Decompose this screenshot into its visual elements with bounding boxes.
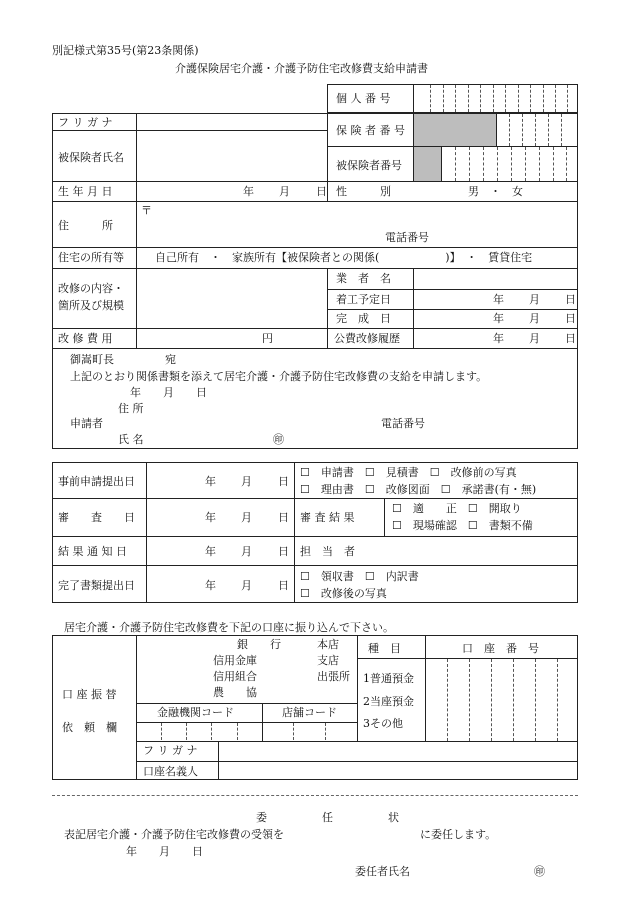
branch-type-shiten: 支店	[317, 654, 339, 667]
checklist-row-1[interactable]: ☐ 申請書 ☐ 見積書 ☐ 改修前の写真	[300, 466, 517, 479]
public-history-label: 公費改修履歴	[334, 332, 400, 345]
delegator-name-label: 委任者氏名	[355, 865, 410, 878]
yen-unit: 円	[262, 332, 273, 345]
holder-name-label: 口座名義人	[143, 765, 198, 778]
review-month-unit: 月	[241, 511, 252, 524]
ownership-label: 住宅の所有等	[58, 251, 124, 264]
postal-mark: 〒	[141, 204, 152, 217]
insurer-number-shaded	[414, 114, 496, 146]
insured-name-label: 被保険者氏名	[58, 151, 124, 164]
completion-docs-month-unit: 月	[241, 579, 252, 592]
renovation-content-label-1: 改修の内容・	[58, 282, 124, 295]
history-year-unit: 年	[493, 332, 504, 345]
completion-docs-year-unit: 年	[205, 579, 216, 592]
history-month-unit: 月	[529, 332, 540, 345]
completion-year-unit: 年	[493, 312, 504, 325]
address-field[interactable]	[137, 202, 577, 247]
delegation-date: 年 月 日	[126, 845, 203, 858]
applicant-address-label: 住 所	[118, 402, 144, 415]
insured-number-shaded	[414, 147, 441, 181]
applicant-phone-label: 電話番号	[381, 417, 425, 430]
completion-month-unit: 月	[529, 312, 540, 325]
transfer-label: 口 座 振 替	[62, 688, 117, 701]
delegation-seal: ㊞	[534, 865, 545, 878]
completion-docs-label: 完了書類提出日	[58, 579, 135, 592]
review-date-label: 審 査 日	[58, 511, 135, 524]
cost-label: 改 修 費 用	[58, 332, 113, 345]
bank-type-kumiai: 信用組合	[213, 670, 257, 683]
furigana-label: フ リ ガ ナ	[58, 116, 113, 129]
result-notice-label: 結 果 通 知 日	[58, 545, 127, 558]
personal-number-label: 個 人 番 号	[336, 92, 391, 105]
completion-check-row-1[interactable]: ☐ 領収書 ☐ 内訳書	[300, 570, 419, 583]
completion-check-row-2[interactable]: ☐ 改修後の写真	[300, 587, 387, 600]
bank-code-label: 金融機関コード	[157, 706, 234, 719]
application-statement: 上記のとおり関係書類を添えて居宅介護・介護予防住宅改修費の支給を申請します。	[70, 370, 488, 383]
history-day-unit: 日	[565, 332, 576, 345]
delegation-title: 委 任 状	[256, 811, 399, 824]
birth-year-unit: 年	[243, 185, 254, 198]
birth-month-unit: 月	[279, 185, 290, 198]
start-day-unit: 日	[565, 293, 576, 306]
address-label: 住 所	[58, 219, 113, 232]
account-type-toza[interactable]: 2当座預金	[363, 695, 414, 708]
insured-name-field[interactable]	[137, 131, 327, 181]
checklist-row-2[interactable]: ☐ 理由書 ☐ 改修図面 ☐ 承諾書(有・無)	[300, 483, 537, 496]
applicant-label: 申請者	[70, 417, 103, 430]
form-title: 介護保険居宅介護・介護予防住宅改修費支給申請書	[175, 62, 428, 75]
start-date-label: 着工予定日	[336, 293, 391, 306]
notice-year-unit: 年	[205, 545, 216, 558]
branch-type-honten: 本店	[317, 638, 339, 651]
account-type-other[interactable]: 3その他	[363, 717, 403, 730]
delegation-text-2: に委任します。	[420, 828, 497, 841]
review-year-unit: 年	[205, 511, 216, 524]
notice-month-unit: 月	[241, 545, 252, 558]
birthdate-label: 生 年 月 日	[58, 185, 113, 198]
renovation-content-label-2: 箇所及び規模	[58, 299, 124, 312]
seal-mark: ㊞	[273, 433, 284, 446]
contractor-label: 業 者 名	[336, 272, 391, 285]
person-in-charge-label: 担 当 者	[300, 545, 355, 558]
account-type-label: 種 目	[368, 642, 401, 655]
completion-day-unit: 日	[565, 312, 576, 325]
start-year-unit: 年	[493, 293, 504, 306]
form-number: 別記様式第35号(第23条関係)	[52, 44, 199, 57]
insured-number-label: 被保険者番号	[336, 159, 402, 172]
insurer-number-label: 保 険 者 番 号	[336, 124, 405, 137]
phone-label: 電話番号	[385, 231, 429, 244]
sex-options[interactable]: 男 ・ 女	[468, 185, 523, 198]
completion-docs-day-unit: 日	[278, 579, 289, 592]
delegation-text-1: 表記居宅介護・介護予防住宅改修費の受領を	[64, 828, 284, 841]
review-result-label: 審 査 結 果	[300, 511, 355, 524]
application-date: 年 月 日	[130, 386, 207, 399]
review-check-row-1[interactable]: ☐ 適 正 ☐ 開取り	[392, 502, 522, 515]
prior-month-unit: 月	[241, 475, 252, 488]
ownership-options[interactable]: 自己所有 ・ 家族所有【被保険者との関係( )】 ・ 賃貸住宅	[155, 251, 533, 264]
request-label: 依 頼 欄	[62, 721, 117, 734]
bank-intro: 居宅介護・介護予防住宅改修費を下記の口座に振り込んで下さい。	[64, 621, 394, 634]
birth-day-unit: 日	[316, 185, 327, 198]
prior-day-unit: 日	[278, 475, 289, 488]
prior-submission-label: 事前申請提出日	[58, 475, 135, 488]
completion-date-label: 完 成 日	[336, 312, 391, 325]
addressee-ate: 宛	[165, 353, 176, 366]
bank-type-ginko: 銀 行	[237, 638, 281, 651]
sex-label: 性 別	[336, 185, 391, 198]
review-check-row-2[interactable]: ☐ 現場確認 ☐ 書類不備	[392, 519, 533, 532]
notice-day-unit: 日	[278, 545, 289, 558]
bank-type-nokyo: 農 協	[213, 686, 257, 699]
holder-furigana-label: フ リ ガ ナ	[143, 744, 198, 757]
account-type-futsu[interactable]: 1普通預金	[363, 672, 414, 685]
addressee: 御嵩町長	[70, 353, 114, 366]
account-number-label: 口 座 番 号	[462, 642, 539, 655]
review-day-unit: 日	[278, 511, 289, 524]
branch-type-shucchojo: 出張所	[317, 670, 350, 683]
prior-year-unit: 年	[205, 475, 216, 488]
bank-type-shinkin: 信用金庫	[213, 654, 257, 667]
branch-code-label: 店舗コード	[282, 706, 337, 719]
applicant-name-label: 氏 名	[118, 433, 144, 446]
cut-line	[52, 795, 578, 796]
start-month-unit: 月	[529, 293, 540, 306]
